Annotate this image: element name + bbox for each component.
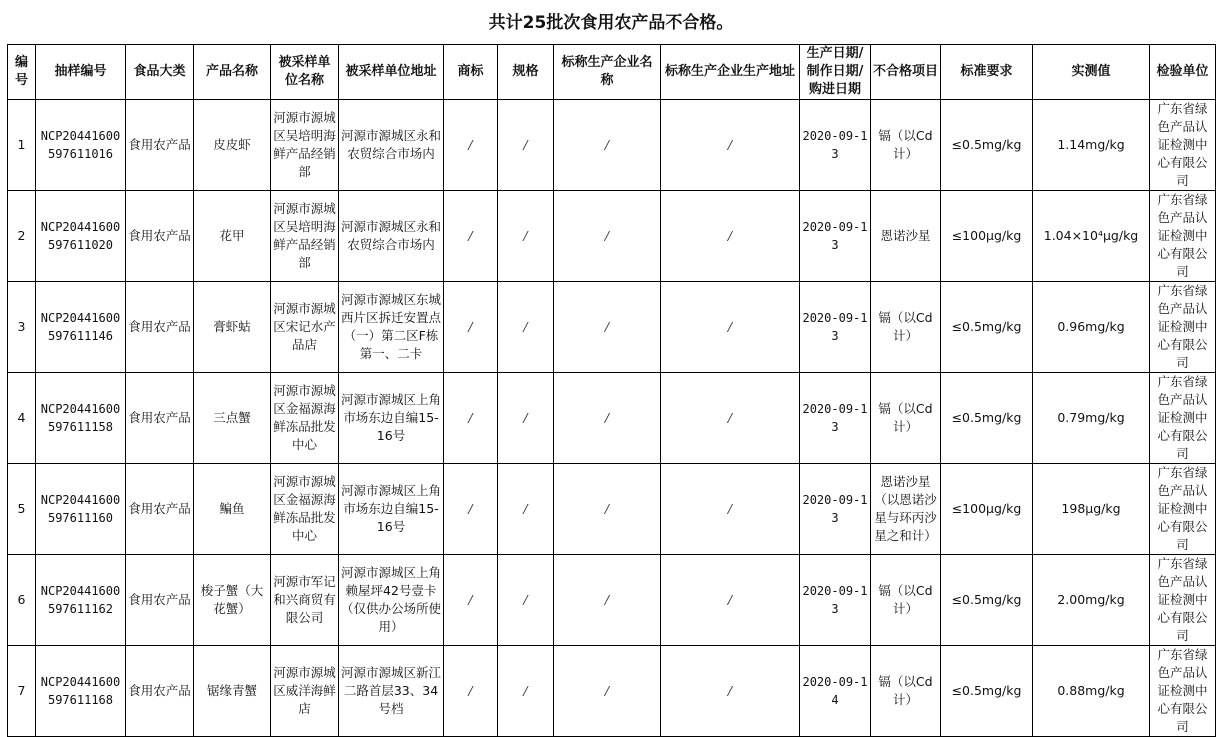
cell-address: 河源市源城区永和农贸综合市场内 <box>339 191 444 282</box>
header-unit: 被采样单位名称 <box>271 45 339 100</box>
cell-product: 三点蟹 <box>194 373 271 464</box>
cell-no: 6 <box>8 555 36 646</box>
header-address: 被采样单位地址 <box>339 45 444 100</box>
cell-date: 2020-09-14 <box>800 646 871 737</box>
cell-date: 2020-09-13 <box>800 191 871 282</box>
cell-mfr: / <box>554 191 661 282</box>
cell-lab: 广东省绿色产品认证检测中心有限公司 <box>1150 373 1216 464</box>
cell-address: 河源市源城区上角赖屋坪42号壹卡（仅供办公场所使用） <box>339 555 444 646</box>
cell-mfr-addr: / <box>661 464 800 555</box>
cell-category: 食用农产品 <box>126 646 194 737</box>
cell-standard: ≤0.5mg/kg <box>941 373 1033 464</box>
cell-unit: 河源市源城区吴培明海鲜产品经销部 <box>271 100 339 191</box>
header-row <box>8 45 1216 100</box>
cell-category: 食用农产品 <box>126 464 194 555</box>
cell-category: 食用农产品 <box>126 373 194 464</box>
cell-standard: ≤100μg/kg <box>941 191 1033 282</box>
cell-lab: 广东省绿色产品认证检测中心有限公司 <box>1150 100 1216 191</box>
cell-measured: 2.00mg/kg <box>1033 555 1150 646</box>
cell-standard: ≤100μg/kg <box>941 464 1033 555</box>
cell-lab: 广东省绿色产品认证检测中心有限公司 <box>1150 282 1216 373</box>
cell-item: 镉（以Cd计） <box>871 282 941 373</box>
header-product: 产品名称 <box>194 45 271 100</box>
cell-measured: 0.88mg/kg <box>1033 646 1150 737</box>
cell-mfr: / <box>554 373 661 464</box>
cell-measured: 0.79mg/kg <box>1033 373 1150 464</box>
table-row <box>8 191 1216 282</box>
cell-spec: / <box>498 373 554 464</box>
cell-product: 皮皮虾 <box>194 100 271 191</box>
table-row <box>8 464 1216 555</box>
cell-brand: / <box>444 100 498 191</box>
cell-lab: 广东省绿色产品认证检测中心有限公司 <box>1150 464 1216 555</box>
header-brand: 商标 <box>444 45 498 100</box>
cell-brand: / <box>444 646 498 737</box>
cell-sample-id: NCP20441600597611158 <box>36 373 126 464</box>
cell-no: 4 <box>8 373 36 464</box>
cell-spec: / <box>498 282 554 373</box>
cell-sample-id: NCP20441600597611168 <box>36 646 126 737</box>
cell-sample-id: NCP20441600597611146 <box>36 282 126 373</box>
cell-mfr-addr: / <box>661 282 800 373</box>
cell-date: 2020-09-13 <box>800 282 871 373</box>
cell-unit: 河源市源城区威洋海鲜店 <box>271 646 339 737</box>
cell-category: 食用农产品 <box>126 282 194 373</box>
table-row <box>8 555 1216 646</box>
header-measured: 实测值 <box>1033 45 1150 100</box>
cell-mfr-addr: / <box>661 191 800 282</box>
page-title: 共计25批次食用农产品不合格。 <box>488 13 734 33</box>
cell-unit: 河源市军记和兴商贸有限公司 <box>271 555 339 646</box>
cell-no: 7 <box>8 646 36 737</box>
cell-mfr: / <box>554 282 661 373</box>
cell-item: 镉（以Cd计） <box>871 100 941 191</box>
cell-product: 膏虾蛄 <box>194 282 271 373</box>
cell-unit: 河源市源城区金福源海鲜冻品批发中心 <box>271 464 339 555</box>
cell-brand: / <box>444 464 498 555</box>
cell-mfr: / <box>554 555 661 646</box>
cell-no: 1 <box>8 100 36 191</box>
cell-mfr-addr: / <box>661 646 800 737</box>
table-row <box>8 373 1216 464</box>
cell-item: 镉（以Cd计） <box>871 373 941 464</box>
cell-category: 食用农产品 <box>126 555 194 646</box>
cell-product: 梭子蟹（大花蟹） <box>194 555 271 646</box>
cell-product: 鳊鱼 <box>194 464 271 555</box>
cell-measured: 1.14mg/kg <box>1033 100 1150 191</box>
cell-measured: 198μg/kg <box>1033 464 1150 555</box>
header-mfr-addr: 标称生产企业生产地址 <box>661 45 800 100</box>
cell-spec: / <box>498 100 554 191</box>
cell-spec: / <box>498 646 554 737</box>
cell-brand: / <box>444 282 498 373</box>
cell-mfr-addr: / <box>661 373 800 464</box>
cell-product: 花甲 <box>194 191 271 282</box>
cell-unit: 河源市源城区吴培明海鲜产品经销部 <box>271 191 339 282</box>
cell-mfr: / <box>554 100 661 191</box>
cell-mfr: / <box>554 464 661 555</box>
cell-no: 5 <box>8 464 36 555</box>
cell-spec: / <box>498 555 554 646</box>
cell-address: 河源市源城区东城西片区拆迁安置点（一）第二区F栋第一、二卡 <box>339 282 444 373</box>
cell-lab: 广东省绿色产品认证检测中心有限公司 <box>1150 191 1216 282</box>
header-category: 食品大类 <box>126 45 194 100</box>
cell-date: 2020-09-13 <box>800 464 871 555</box>
cell-sample-id: NCP20441600597611160 <box>36 464 126 555</box>
cell-mfr-addr: / <box>661 555 800 646</box>
cell-standard: ≤0.5mg/kg <box>941 100 1033 191</box>
cell-spec: / <box>498 464 554 555</box>
cell-item: 恩诺沙星 <box>871 191 941 282</box>
cell-category: 食用农产品 <box>126 100 194 191</box>
cell-address: 河源市源城区上角市场东边自编15-16号 <box>339 464 444 555</box>
cell-brand: / <box>444 555 498 646</box>
cell-item: 恩诺沙星（以恩诺沙星与环丙沙星之和计） <box>871 464 941 555</box>
cell-measured: 0.96mg/kg <box>1033 282 1150 373</box>
cell-item: 镉（以Cd计） <box>871 646 941 737</box>
header-date: 生产日期/制作日期/购进日期 <box>800 45 871 100</box>
header-item: 不合格项目 <box>871 45 941 100</box>
header-lab: 检验单位 <box>1150 45 1216 100</box>
cell-category: 食用农产品 <box>126 191 194 282</box>
cell-unit: 河源市源城区金福源海鲜冻品批发中心 <box>271 373 339 464</box>
table-row <box>8 646 1216 737</box>
cell-measured: 1.04×10⁴μg/kg <box>1033 191 1150 282</box>
cell-sample-id: NCP20441600597611016 <box>36 100 126 191</box>
cell-brand: / <box>444 191 498 282</box>
cell-standard: ≤0.5mg/kg <box>941 555 1033 646</box>
cell-address: 河源市源城区新江二路首层33、34号档 <box>339 646 444 737</box>
cell-standard: ≤0.5mg/kg <box>941 282 1033 373</box>
header-mfr: 标称生产企业名称 <box>554 45 661 100</box>
cell-lab: 广东省绿色产品认证检测中心有限公司 <box>1150 646 1216 737</box>
cell-brand: / <box>444 373 498 464</box>
cell-date: 2020-09-13 <box>800 373 871 464</box>
cell-no: 2 <box>8 191 36 282</box>
results-table <box>7 44 1216 737</box>
cell-sample-id: NCP20441600597611020 <box>36 191 126 282</box>
header-standard: 标准要求 <box>941 45 1033 100</box>
cell-lab: 广东省绿色产品认证检测中心有限公司 <box>1150 555 1216 646</box>
cell-item: 镉（以Cd计） <box>871 555 941 646</box>
cell-address: 河源市源城区永和农贸综合市场内 <box>339 100 444 191</box>
cell-spec: / <box>498 191 554 282</box>
header-sample-id: 抽样编号 <box>36 45 126 100</box>
cell-sample-id: NCP20441600597611162 <box>36 555 126 646</box>
cell-date: 2020-09-13 <box>800 100 871 191</box>
cell-mfr: / <box>554 646 661 737</box>
header-spec: 规格 <box>498 45 554 100</box>
table-row <box>8 282 1216 373</box>
cell-no: 3 <box>8 282 36 373</box>
cell-date: 2020-09-13 <box>800 555 871 646</box>
cell-address: 河源市源城区上角市场东边自编15-16号 <box>339 373 444 464</box>
cell-unit: 河源市源城区宋记水产品店 <box>271 282 339 373</box>
cell-standard: ≤0.5mg/kg <box>941 646 1033 737</box>
cell-product: 锯缘青蟹 <box>194 646 271 737</box>
table-row <box>8 100 1216 191</box>
cell-mfr-addr: / <box>661 100 800 191</box>
header-no: 编号 <box>8 45 36 100</box>
